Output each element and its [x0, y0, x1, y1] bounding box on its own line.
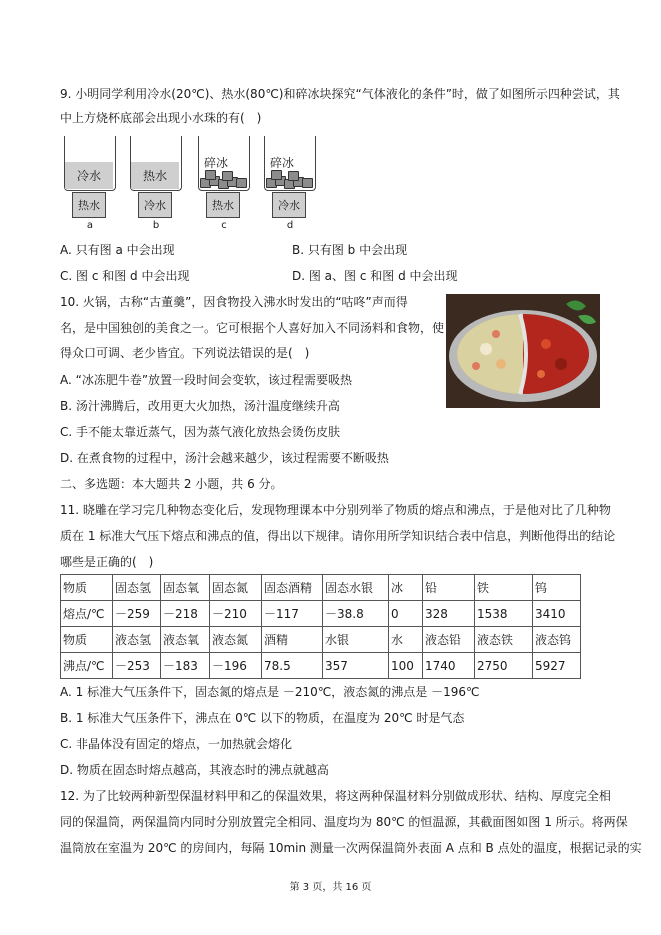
table-cell: 1740: [423, 653, 475, 679]
melting-boiling-table: [60, 574, 581, 679]
table-cell: －218: [161, 601, 210, 627]
beaker-a-lower: 热水: [72, 192, 106, 218]
table-cell: 固态水银: [323, 575, 389, 601]
q11-stem-line3: 哪些是正确的( ): [60, 555, 154, 569]
ice-cubes-icon: [266, 172, 312, 188]
beaker-c-upper: 碎冰: [204, 156, 229, 170]
table-row: [61, 627, 581, 653]
q12-stem-line3: 温筒放在室温为 20℃ 的房间内，每隔 10min 测量一次两保温筒外表面 A 点和 B 点处的温度，根据记录的实: [60, 841, 642, 855]
q10-stem-line3: 得众口可调、老少皆宜。下列说法错误的是( ): [60, 346, 310, 360]
table-cell: 水: [389, 627, 423, 653]
q10-option-a[interactable]: A. “冰冻肥牛卷”放置一段时间会变软，该过程需要吸热: [60, 373, 353, 387]
table-cell: 液态铅: [423, 627, 475, 653]
q10-option-b[interactable]: B. 汤汁沸腾后，改用更大火加热，汤汁温度继续升高: [60, 399, 340, 413]
q11-option-a[interactable]: A. 1 标准大气压条件下，固态氮的熔点是 －210℃，液态氮的沸点是 －196℃: [60, 685, 480, 699]
q9-option-a[interactable]: A. 只有图 a 中会出现: [60, 243, 175, 257]
q11-option-b[interactable]: B. 1 标准大气压条件下，沸点在 0℃ 以下的物质，在温度为 20℃ 时是气态: [60, 711, 465, 725]
beaker-a-upper: 冷水: [65, 162, 113, 189]
table-cell: 2750: [475, 653, 533, 679]
table-cell: 固态氮: [210, 575, 262, 601]
table-cell: 液态钨: [533, 627, 581, 653]
q10-option-c[interactable]: C. 手不能太靠近蒸气，因为蒸气液化放热会烫伤皮肤: [60, 425, 341, 439]
table-cell: －183: [161, 653, 210, 679]
q11-option-d[interactable]: D. 物质在固态时熔点越高，其液态时的沸点就越高: [60, 763, 329, 777]
hotpot-photo: [446, 294, 600, 408]
table-cell: 钨: [533, 575, 581, 601]
q10-option-d[interactable]: D. 在煮食物的过程中，汤汁会越来越少，该过程需要不断吸热: [60, 451, 389, 465]
q9-option-b[interactable]: B. 只有图 b 中会出现: [292, 243, 408, 257]
table-cell: 78.5: [262, 653, 323, 679]
q11-stem-line1: 11. 晓雕在学习完几种物态变化后，发现物理课本中分别列举了物质的熔点和沸点，于是他对比了几种物: [60, 503, 611, 517]
beaker-c-lower: 热水: [206, 192, 240, 218]
section-heading: 二、多选题：本大题共 2 小题，共 6 分。: [60, 477, 283, 491]
table-row: [61, 653, 581, 679]
table-cell: 液态氢: [113, 627, 161, 653]
beaker-d-lower: 冷水: [272, 192, 306, 218]
table-cell: －38.8: [323, 601, 389, 627]
table-cell: 水银: [323, 627, 389, 653]
table-cell: 铁: [475, 575, 533, 601]
table-cell: －259: [113, 601, 161, 627]
table-cell: 冰: [389, 575, 423, 601]
table-cell: 固态酒精: [262, 575, 323, 601]
beaker-d-upper: 碎冰: [270, 156, 295, 170]
ice-cubes-icon: [200, 172, 246, 188]
beaker-d-tag: d: [286, 220, 294, 231]
table-cell: －117: [262, 601, 323, 627]
beaker-b-upper: 热水: [131, 162, 179, 189]
table-row: [61, 575, 581, 601]
q11-stem-line2: 质在 1 标准大气压下熔点和沸点的值，得出以下规律。请你用所学知识结合表中信息，判断他得出的结论: [60, 529, 616, 543]
q9-option-d[interactable]: D. 图 a、图 c 和图 d 中会出现: [292, 269, 458, 283]
q12-stem-line1: 12. 为了比较两种新型保温材料甲和乙的保温效果，将这两种保温材料分别做成形状、结构、厚度完全相: [60, 789, 611, 803]
table-cell: 物质: [61, 575, 113, 601]
table-cell: －196: [210, 653, 262, 679]
beaker-a-tag: a: [86, 220, 94, 231]
table-cell: 5927: [533, 653, 581, 679]
beaker-c-tag: c: [221, 220, 227, 231]
table-cell: 熔点/℃: [61, 601, 113, 627]
beaker-a: [62, 134, 118, 234]
q10-stem-line1: 10. 火锅，古称“古董羹”，因食物投入沸水时发出的“咕咚”声而得: [60, 295, 408, 309]
beaker-c: [196, 134, 252, 234]
table-cell: 铅: [423, 575, 475, 601]
table-cell: 357: [323, 653, 389, 679]
table-cell: 物质: [61, 627, 113, 653]
q10-stem-line2: 名，是中国独创的美食之一。它可根据个人喜好加入不同汤料和食物，使: [60, 321, 445, 335]
table-cell: 沸点/℃: [61, 653, 113, 679]
table-cell: 1538: [475, 601, 533, 627]
q9-beaker-figure: [62, 134, 322, 234]
beaker-b: [128, 134, 184, 234]
q11-option-c[interactable]: C. 非晶体没有固定的熔点，一加热就会熔化: [60, 737, 293, 751]
table-cell: 328: [423, 601, 475, 627]
beaker-b-tag: b: [152, 220, 160, 231]
q9-option-c[interactable]: C. 图 c 和图 d 中会出现: [60, 269, 190, 283]
table-cell: 固态氧: [161, 575, 210, 601]
q9-stem-line1: 9. 小明同学利用冷水(20℃)、热水(80℃)和碎冰块探究“气体液化的条件”时，做了如图所示四种尝试，其: [60, 87, 620, 101]
table-row: [61, 601, 581, 627]
table-cell: 液态氮: [210, 627, 262, 653]
table-cell: 100: [389, 653, 423, 679]
q12-stem-line2: 同的保温筒，两保温筒内同时分别放置完全相同、温度均为 80℃ 的恒温源，其截面图如图 1 所示。将两保: [60, 815, 628, 829]
table-cell: 0: [389, 601, 423, 627]
table-cell: －210: [210, 601, 262, 627]
q9-stem-line2: 中上方烧杯底部会出现小水珠的有( ): [60, 111, 262, 125]
table-cell: 酒精: [262, 627, 323, 653]
beaker-b-lower: 冷水: [138, 192, 172, 218]
table-cell: 液态氧: [161, 627, 210, 653]
beaker-d: [262, 134, 318, 234]
table-cell: －253: [113, 653, 161, 679]
page-footer: 第 3 页，共 16 页: [289, 882, 372, 893]
table-cell: 固态氢: [113, 575, 161, 601]
table-cell: 液态铁: [475, 627, 533, 653]
table-cell: 3410: [533, 601, 581, 627]
